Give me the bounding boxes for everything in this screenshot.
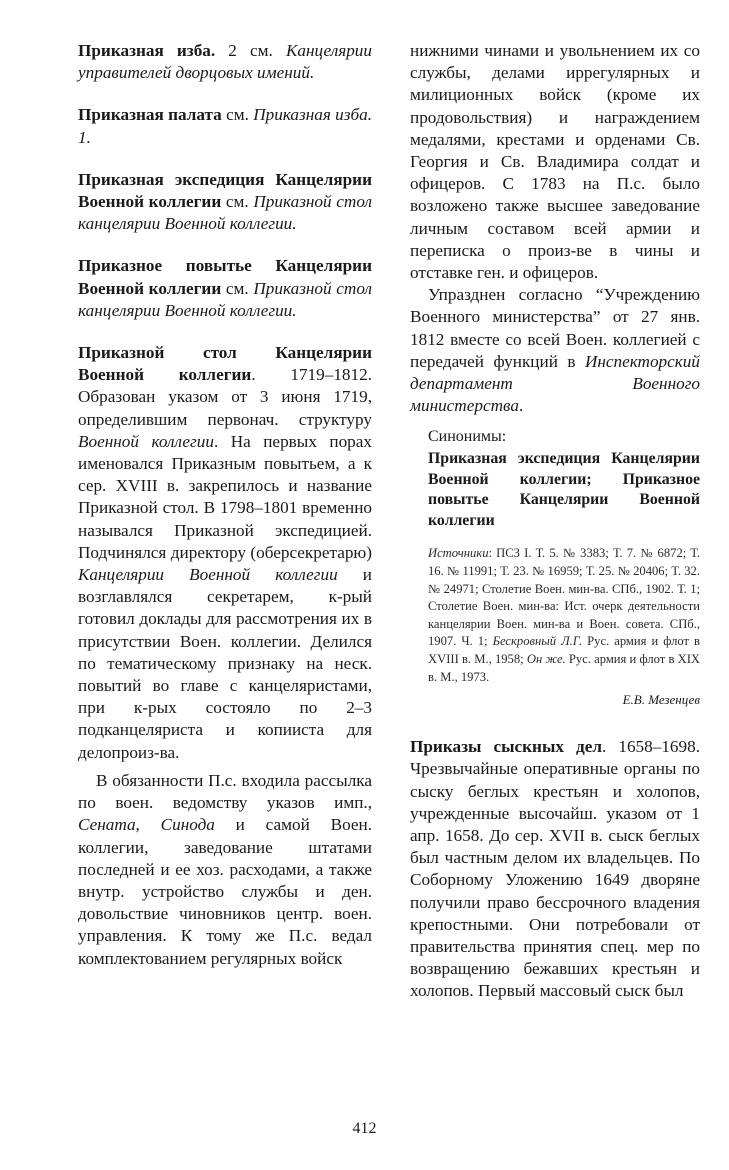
paragraph-abolished: [410, 284, 700, 417]
right-column: [410, 40, 700, 1003]
sources-text: Рус. армия и флот в XVIII в. М., 1958;: [428, 634, 700, 667]
paragraph-text: .: [518, 396, 524, 416]
entry-prikaznoe-povytye: [78, 255, 372, 322]
entry-headword: Приказы сыскных дел: [410, 737, 602, 757]
entry-headword: Приказная экспедиция Канцелярии Военной коллегии: [78, 169, 372, 212]
paragraph-text: Упразднен согласно “Учреждению Военного министерства” от 27 янв. 1812 вместе со всей Воен. коллегией с передачей функций в: [410, 285, 700, 371]
entry-prikazy-sysknykh-del: [410, 736, 700, 1002]
cross-reference: Приказной стол канцелярии Военной коллегии.: [78, 192, 372, 234]
entry-headword: Приказное повытье Канцелярии Военной коллегии: [78, 256, 372, 298]
sources-author: Он же.: [526, 652, 566, 667]
entry-prikaznoy-stol: [78, 342, 372, 764]
left-column: [78, 40, 372, 970]
entry-text: . 1658–1698. Чрезвычайные оперативные органы по сыску беглых крестьян и холопов, учрежденные высочайш. указом от 1 апр. 1658. До сер. XVII в. сыск беглых был частным делом их владельцев. По Соборному Уложению 1649 дворяне получили право бессрочного владения крепостными. Они потребовали от правительства принятия спец. мер по возвращению бежавших крестьян и холопов. Первый массовый сыск был: [410, 737, 701, 1001]
article-author: Е.В. Мезенцев: [622, 692, 700, 708]
cross-reference: Приказная изба. 1.: [78, 105, 372, 147]
entry-text: см.: [221, 105, 254, 125]
entry-text: см.: [221, 278, 254, 298]
sources-text: Рус. армия и флот в XIX в. М., 1973.: [428, 652, 700, 684]
paragraph-text: В обязанности П.с. входила рассылка по воен. ведомству указов имп.,: [78, 770, 372, 813]
entry-text: см.: [221, 192, 254, 212]
entry-text: 2 см.: [215, 41, 286, 60]
paragraph-continued: нижними чинами и увольнением их со службы, делами иррегулярных и милиционных войск (кроме их продовольствия) и награждением медалями, крестами и орденами Св. Георгия и Св. Владимира солдат и офицеров. С 1783 на П.с. было возложено также высшее заведование личным составом всей армии и переписка о произ-ве в чины и отставке ген. и офицеров.: [410, 41, 700, 283]
cross-reference: Канцелярии управителей дворцовых имений.: [78, 41, 372, 83]
entry-prikaznaya-palata: [78, 104, 372, 148]
page-number: 412: [352, 1120, 377, 1137]
sources-text: : ПСЗ I. Т. 5. № 3383; Т. 7. № 6872; Т. 16. № 11991; Т. 23. № 16959; Т. 25. № 20406; Т. 32. № 24971; Столетие Воен. мин-ва. СПб., 1902. Т. 1; Столетие Воен. мин-ва: Ист. очерк деятельности канцелярии Воен. мин-ва и Воен. совета. СПб., 1907. Ч. 1;: [428, 546, 700, 649]
cross-reference: Сената: [78, 815, 136, 835]
cross-reference: Приказной стол канцелярии Военной коллегии.: [78, 278, 372, 320]
entry-headword: Приказной стол Канцелярии Военной коллегии: [78, 343, 372, 385]
sources-block: [428, 545, 700, 686]
paragraph-text: ,: [135, 815, 161, 835]
sources-label: Источники: [428, 546, 489, 561]
synonyms-label: Синонимы:: [428, 428, 507, 446]
entry-prikaznaya-ekspeditsiya: [78, 169, 372, 236]
synonyms-terms: Приказная экспедиция Канцелярии Военной коллегии; Приказное повытье Канцелярии Военной коллегии: [428, 450, 700, 529]
cross-reference: Инспекторский департамент Военного министерства: [410, 351, 700, 416]
entry-prikaznaya-izba: [78, 40, 372, 84]
entry-headword: Приказная изба.: [78, 41, 216, 60]
cross-reference: Военной коллегии: [78, 431, 214, 451]
cross-reference: Синода: [160, 815, 215, 835]
entry-text: . 1719–1812. Образован указом от 3 июня 1719, определившим первонач. структуру: [78, 365, 372, 429]
entry-text: . На первых порах именовался Приказным повытьем, а к сер. XVIII в. закрепилось и название Приказной стол. В 1798–1801 временно назывался Приказной экспедицией. Подчинялся директору (оберсекретарю): [78, 431, 373, 562]
paragraph-duties: [78, 770, 372, 970]
sources-author: Бескровный Л.Г.: [492, 634, 583, 649]
cross-reference: Канцелярии Военной коллегии: [78, 565, 338, 585]
paragraph-text: и самой Воен. коллегии, заведование штатами последней и ее хоз. расходами, а также внутр. устройство службы и ден. довольствие чиновников центр. воен. управления. К тому же П.с. ведал комплектованием регулярных войск: [78, 815, 372, 968]
entry-text: и возглавлялся секретарем, к-рый готовил доклады для рассмотрения их в присутствии Воен. коллегии. Делился по тематическому признаку на неск. повытий во главе с канцеляристами, при к-рых состояло по 2–3 подканцеляриста и копииста для делопроиз-ва.: [78, 565, 372, 762]
entry-headword: Приказная палата: [78, 105, 222, 125]
